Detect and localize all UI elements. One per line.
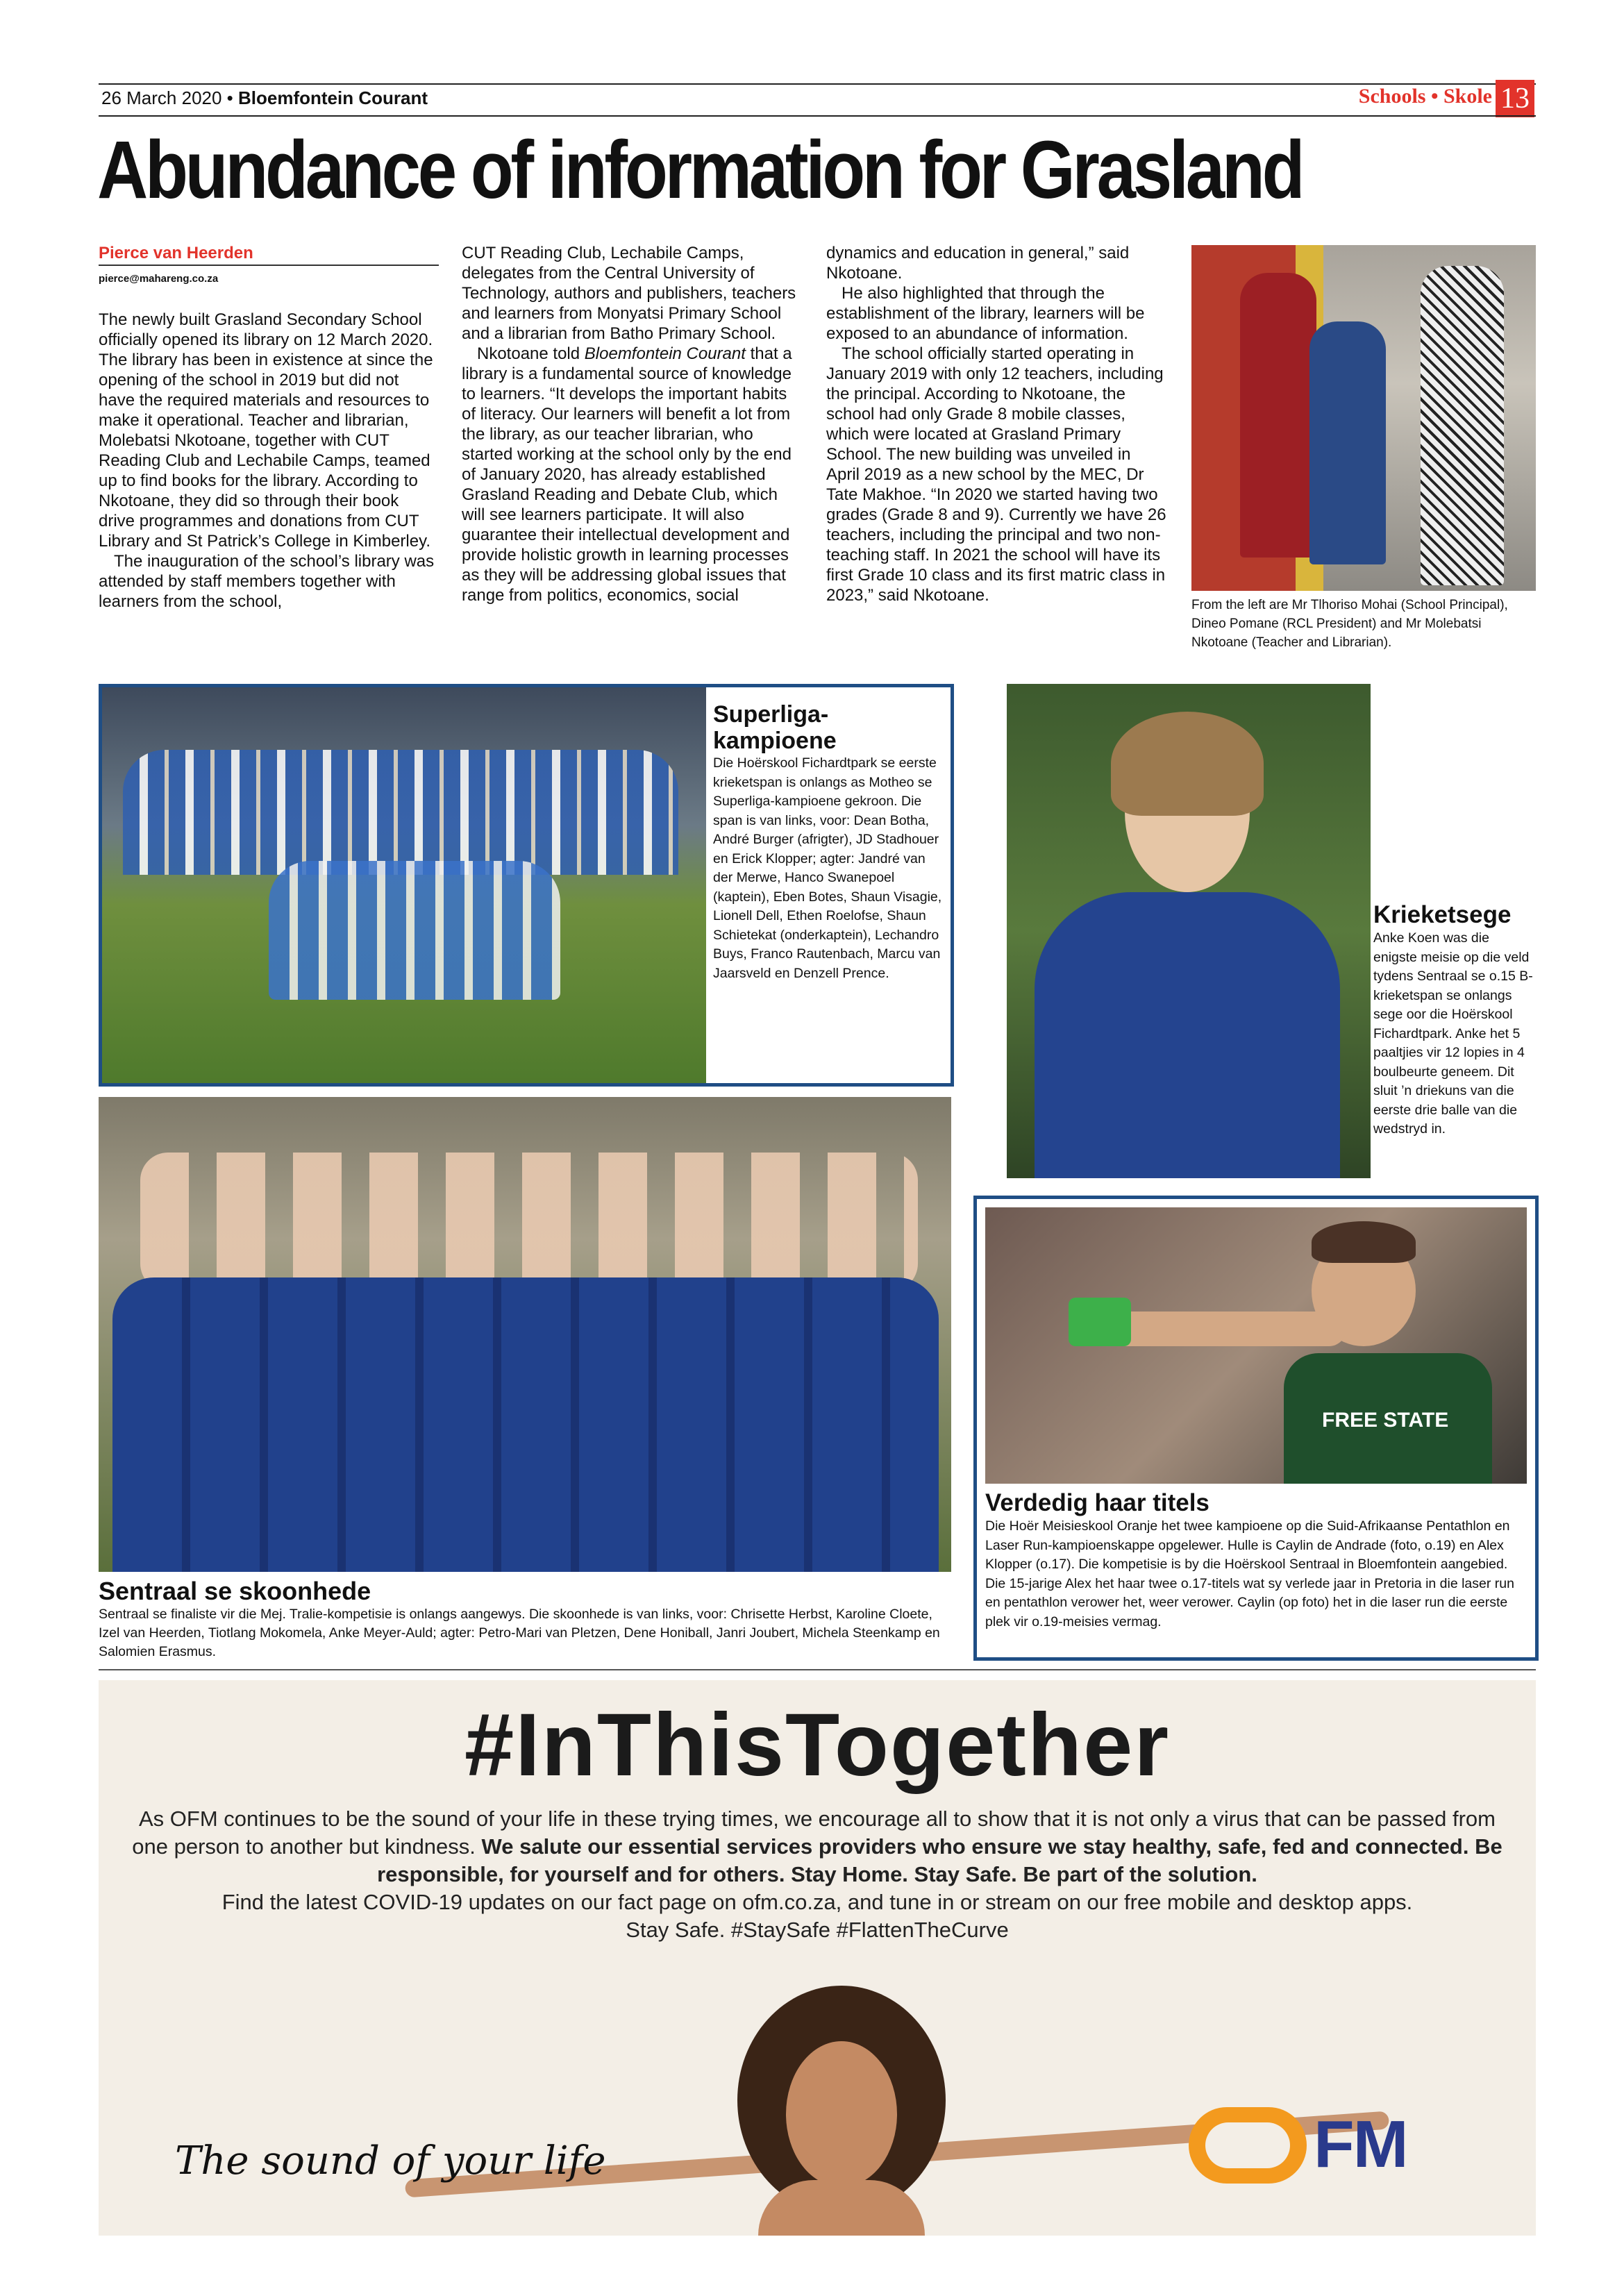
pentathlon-box <box>973 1196 1539 1661</box>
paragraph: The inauguration of the school’s library was attended by staff members together with learners from the school, <box>99 552 435 611</box>
header-rule <box>99 115 1536 117</box>
library-photo-caption: From the left are Mr Tlhoriso Mohai (School Principal), Dineo Pomane (RCL President) and Mr Molebatsi Nkotoane (Teacher and Librarian). <box>1191 598 1508 650</box>
skoonhede-text <box>99 1577 953 1661</box>
laser-pistol <box>1069 1298 1131 1346</box>
team-players-back-row <box>123 750 678 875</box>
advert-hashtags: Stay Safe. #StaySafe #FlattenTheCurve <box>626 1918 1009 1942</box>
ofm-logo <box>1189 2107 1466 2190</box>
article-column-2 <box>462 243 802 605</box>
finalists-blazers <box>112 1277 939 1572</box>
advert-text: Find the latest COVID-19 updates on our fact page on ofm.co.za, and tune in or stream on our free mobile and desktop apps. <box>221 1890 1413 1914</box>
verdedig-caption: Die Hoër Meisieskool Oranje het twee kampioene op die Suid-Afrikaanse Pentathlon en Laser Run-kampioenskappe opgelewer. Hulle is Caylin de Andrade (foto, o.19) en Alex Klopper (o.17). Die kompetisie is by die Hoërskool Sentraal in Bloemfontein aangebied. Die 15-jarige Alex het haar twee o.17-titels wat sy verlede jaar in Pretoria in die laser run en pentathlon verower het, weer verower. Caylin (op foto) het in die laser run die eerste plek vir o.19-meisies vermag. <box>985 1518 1514 1629</box>
person-librarian <box>1421 266 1504 585</box>
skoonhede-title: Sentraal se skoonhede <box>99 1577 371 1605</box>
shooter-hair <box>1312 1221 1416 1263</box>
verdedig-text <box>985 1489 1527 1632</box>
person-student <box>1309 321 1386 564</box>
superliga-title: Superliga-kampioene <box>713 701 837 754</box>
text-run: Nkotoane told <box>477 344 585 363</box>
publication-name: Bloemfontein Courant <box>238 87 428 108</box>
anke-koen-photo <box>1007 684 1371 1178</box>
ofm-logo-o-inner <box>1205 2122 1290 2168</box>
paragraph <box>462 344 802 605</box>
advert-hashtag: #InThisTogether <box>464 1695 1171 1795</box>
text-run: that a library is a fundamental source of knowledge to learners. “It develops the important habits of literacy. Our learners will benefit a lot from the library, as our teacher librarian, who started working at the school only by the end of January 2020, has already established Grasland Reading and Debate Club, which will see learners participate. It will also guarantee their intellectual development and provide holistic growth in learning processes as they will be addressing global issues that range from politics, economics, social <box>462 344 792 605</box>
section-label: Schools • Skole <box>1358 85 1492 108</box>
paragraph: The school officially started operating in January 2019 with only 12 teachers, including the principal. According to Nkotoane, the school had only Grade 8 mobile classes, which were located at Grasland Primary School. The new building was unveiled in April 2019 as a new school by the MEC, Dr Tate Makhoe. “In 2020 we started having two grades (Grade 8 and 9). Currently we have 26 teachers, including the principal and two non-teaching staff. In 2021 the school will have its first Grade 10 class and its first matric class in 2023,” said Nkotoane. <box>826 344 1166 605</box>
person-principal <box>1240 273 1316 558</box>
dateline: 26 March 2020 • Bloemfontein Courant <box>101 87 428 108</box>
ofm-logo-text: FM <box>1314 2107 1407 2181</box>
cricket-team-photo <box>102 687 706 1083</box>
superliga-text <box>713 701 942 983</box>
beauty-finalists-photo <box>99 1097 951 1572</box>
advert-text: As OFM continues to be the sound of your life in these trying times, we encourage all to show that it is not only a virus that can be passed from one person to another but kindness. <box>132 1807 1496 1859</box>
advert-body <box>126 1805 1508 1944</box>
team-players-front-row <box>269 861 560 1000</box>
article-column-3 <box>826 243 1166 605</box>
byline: Pierce van Heerden <box>99 243 439 266</box>
paragraph: The newly built Grasland Secondary School officially opened its library on 12 March 2020. The library has been in existence at since the opening of the school in 2019 but did not have the required materials and resources to make it operational. Teacher and librarian, Molebatsi Nkotoane, together with CUT Reading Club and Lechabile Camps, teamed up to find books for the library. According to Nkotoane, they did so through their book drive programmes and donations from CUT Library and St Patrick’s College in Kimberley. <box>99 310 433 551</box>
page-number: 13 <box>1496 80 1534 117</box>
tagline: The sound of your life <box>175 2138 606 2184</box>
paragraph: CUT Reading Club, Lechabile Camps, delegates from the Central University of Technology, authors and publishers, teachers and learners from Monyatsi Primary School and a librarian from Batho Primary School. <box>462 244 796 343</box>
pentathlon-shooter-photo <box>985 1207 1527 1484</box>
krieketsege-text <box>1373 901 1536 1139</box>
shirt-text: FREE STATE <box>1322 1409 1449 1432</box>
girl-blazer <box>1035 892 1340 1178</box>
ofm-advert <box>99 1680 1536 2236</box>
superliga-box <box>99 684 954 1087</box>
issue-date: 26 March 2020 <box>101 87 222 108</box>
advert-rule <box>99 1669 1536 1670</box>
finalists-faces <box>140 1153 918 1291</box>
advert-bold-text: We salute our essential services providers who ensure we stay healthy, safe, fed and connected. Be responsible, for yourself and for others. Stay Home. Stay Safe. Be part of the solution. <box>377 1834 1502 1886</box>
verdedig-title: Verdedig haar titels <box>985 1489 1209 1516</box>
top-rule <box>99 83 1536 85</box>
woman-face <box>786 2041 897 2187</box>
girl-hair <box>1111 712 1264 816</box>
krieketsege-title: Krieketsege <box>1373 901 1512 928</box>
paper-name: Bloemfontein Courant <box>584 344 746 363</box>
superliga-caption: Die Hoërskool Fichardtpark se eerste krieketspan is onlangs as Motheo se Superliga-kampioene gekroon. Die span is van links, voor: Dean Botha, André Burger (afrigter), JD Stadhouer en Erick Klopper; agter: Jandré van der Merwe, Hanco Swanepoel (kaptein), Eben Botes, Shaun Visagie, Lionell Dell, Ethen Roelofse, Shaun Schietekat (onderkaptein), Lechandro Buys, Franco Rautenbach, Marcu van Jaarsveld en Denzell Prence. <box>713 755 942 981</box>
article-column-1 <box>99 243 439 612</box>
author-email: pierce@mahareng.co.za <box>99 273 219 285</box>
krieketsege-caption: Anke Koen was die enigste meisie op die veld tydens Sentraal se o.15 B-krieketspan se onlangs sege oor die Hoërskool Fichardtpark. Anke het 5 paaltjies vir 12 lopies in 4 boulbeurte geneem. Dit sluit ’n driekuns van die eerste drie balle van die wedstryd in. <box>1373 930 1533 1137</box>
shooter-arm <box>1096 1312 1346 1346</box>
library-opening-photo <box>1191 245 1536 591</box>
paragraph: He also highlighted that through the establishment of the library, learners will be exposed to an abundance of information. <box>826 284 1145 343</box>
paragraph: dynamics and education in general,” said Nkotoane. <box>826 244 1130 283</box>
skoonhede-caption: Sentraal se finaliste vir die Mej. Tralie-kompetisie is onlangs aangewys. Die skoonhede is van links, voor: Chrisette Herbst, Karoline Cloete, Izel van Heerden, Tiotlang Mokomela, Anke Meyer-Auld; agter: Petro-Mari van Pletzen, Dene Honiball, Janri Joubert, Michela Steenkamp en Salomien Erasmus. <box>99 1607 940 1659</box>
headline: Abundance of information for Grasland <box>97 124 1303 216</box>
